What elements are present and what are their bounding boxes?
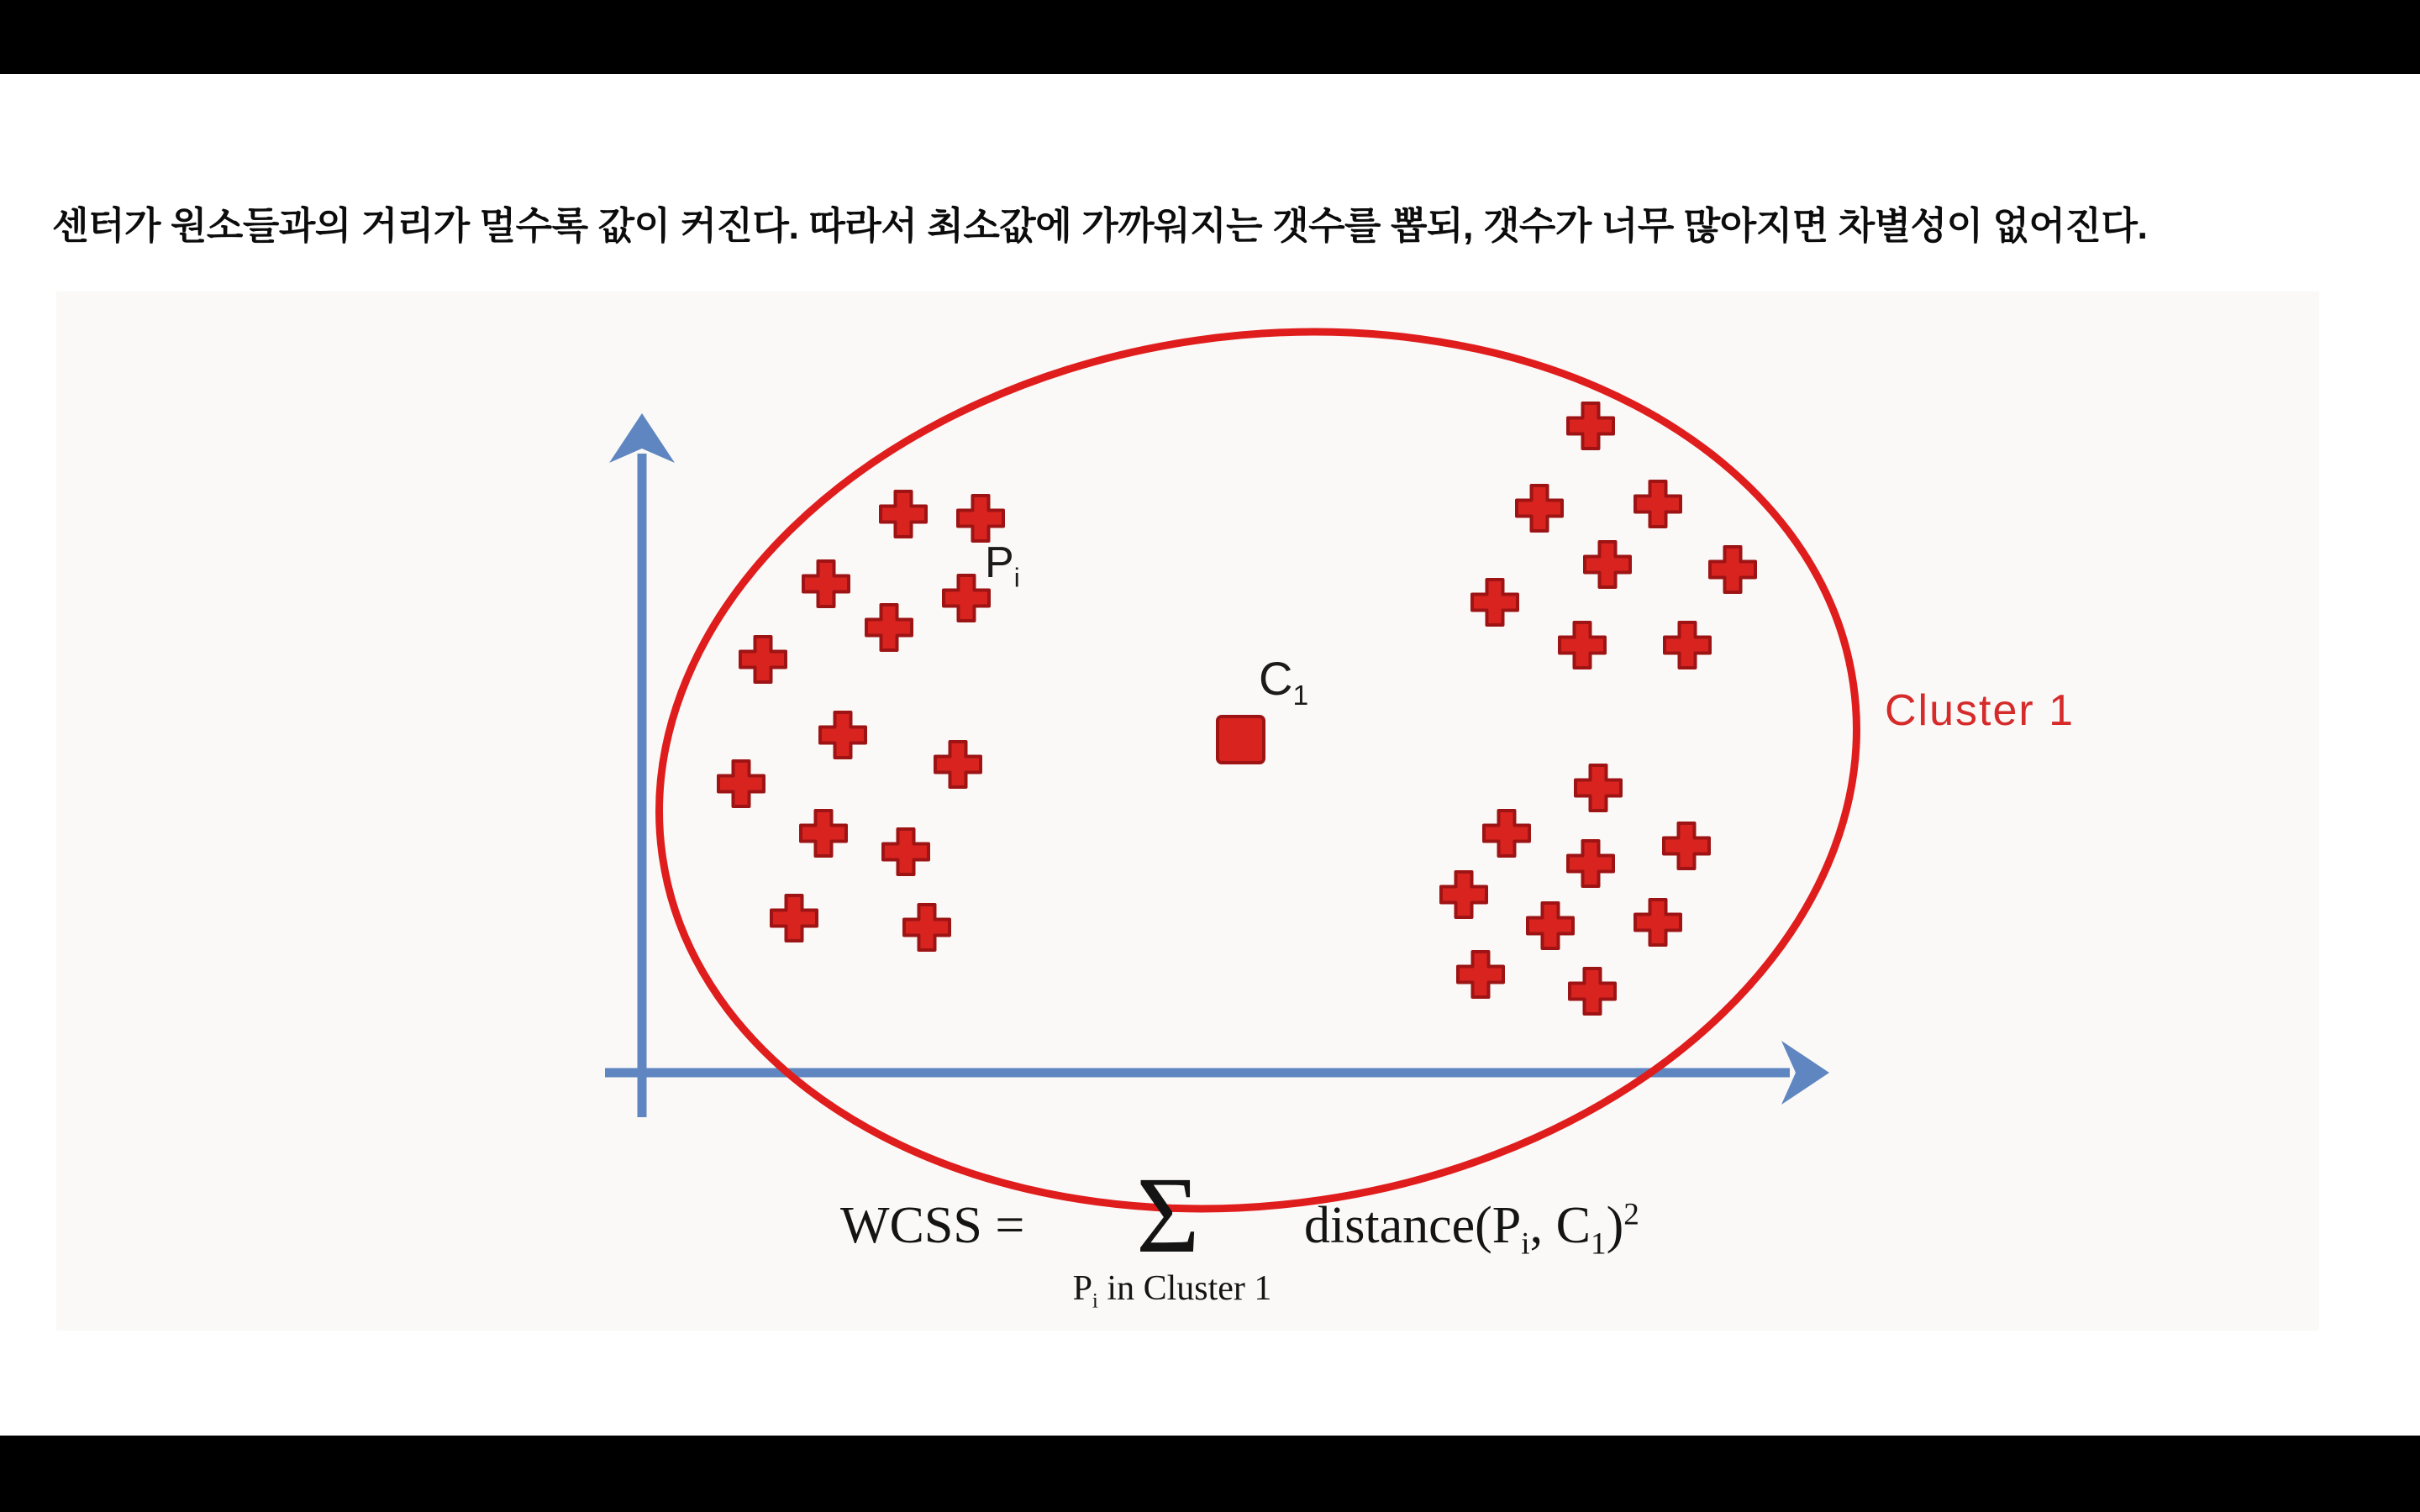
cluster-ellipse [600,254,1916,1287]
data-points-layer [718,403,1755,1014]
data-point-cross [820,712,865,758]
data-point-cross [771,895,817,941]
data-point-cross [904,905,950,950]
data-point-cross [801,811,846,856]
centroid-label-c1: $C_1$ [1259,652,1309,712]
data-point-cross [1484,811,1529,856]
data-point-cross [1635,900,1681,945]
data-point-cross [1570,969,1615,1014]
data-point-cross [1585,542,1630,587]
formula-sigma-icon: Σ [1136,1155,1200,1276]
data-point-cross [1710,547,1755,592]
data-point-cross [866,605,912,650]
formula-rhs: $distance(P_i$, $C_1)^2$ [1304,1197,1639,1262]
data-point-cross [1568,841,1613,886]
axes [605,413,1829,1117]
point-label-pi: $P_i$ [985,538,1020,593]
data-point-cross [944,575,989,621]
data-point-cross [1528,903,1573,948]
data-point-cross [1472,580,1518,625]
data-point-cross [803,561,849,606]
data-point-cross [881,491,926,537]
data-point-cross [1568,403,1613,449]
data-point-cross [1458,952,1503,997]
data-point-cross [935,742,981,787]
data-point-cross [1441,872,1486,917]
cluster-name-label: Cluster 1 [1885,686,2075,735]
data-point-cross [1664,823,1709,869]
data-point-cross [740,637,786,682]
data-point-cross [1635,481,1681,527]
centroid-square [1218,717,1264,763]
wcss-formula [840,1155,1781,1332]
data-point-cross [1665,622,1710,668]
data-point-cross [1560,622,1605,668]
formula-sigma-subscript: $P_i$ in Cluster 1 [1072,1269,1272,1313]
data-point-cross [1517,486,1562,531]
data-point-cross [718,761,764,806]
formula-lhs: WCSS = [840,1197,1025,1254]
data-point-cross [958,496,1003,541]
data-point-cross [883,829,929,874]
data-point-cross [1576,765,1621,811]
heading-text: 센터가 원소들과의 거리가 멀수록 값이 커진다. 따라서 최소값에 가까워지는 갯수를 뽑되, 갯수가 너무 많아지면 차별성이 없어진다. [52,204,2148,247]
